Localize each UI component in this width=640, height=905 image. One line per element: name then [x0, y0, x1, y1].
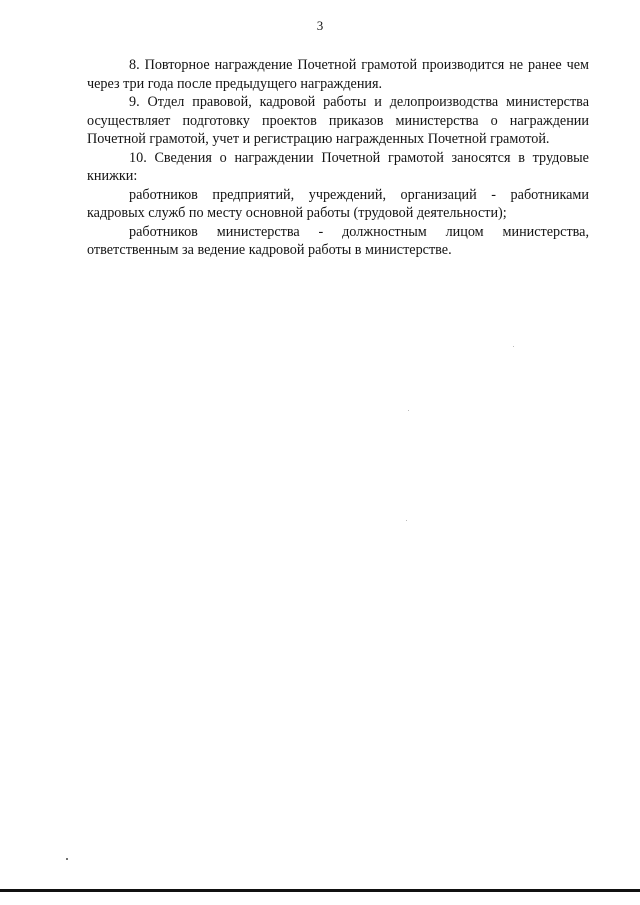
- scan-speck: [66, 858, 68, 860]
- paragraph-work-record: 10. Сведения о награждении Почетной грамотой заносятся в трудовые книжки:: [87, 149, 589, 184]
- scan-edge-line: [0, 889, 640, 892]
- paragraph-repeat-award: 8. Повторное награждение Почетной грамотой производится не ранее чем через три года после предыдущего награждения.: [87, 57, 589, 92]
- scan-speck: [513, 346, 514, 347]
- scan-speck: [406, 520, 407, 521]
- paragraph-ministry-workers: работников министерства - должностным лицом министерства, ответственным за ведение кадровой работы в министерстве.: [87, 223, 589, 258]
- paragraph-department-duties: 9. Отдел правовой, кадровой работы и делопроизводства министерства осуществляет подготовку проектов приказов министерства о награждении Почетной грамотой, учет и регистрацию награжденных Почетной грамотой.: [87, 94, 589, 147]
- document-body: [87, 56, 589, 260]
- scan-speck: [408, 410, 409, 411]
- paragraph-enterprise-workers: работников предприятий, учреждений, организаций - работниками кадровых служб по месту основной работы (трудовой деятельности);: [87, 186, 589, 221]
- page-number: 3: [316, 18, 324, 33]
